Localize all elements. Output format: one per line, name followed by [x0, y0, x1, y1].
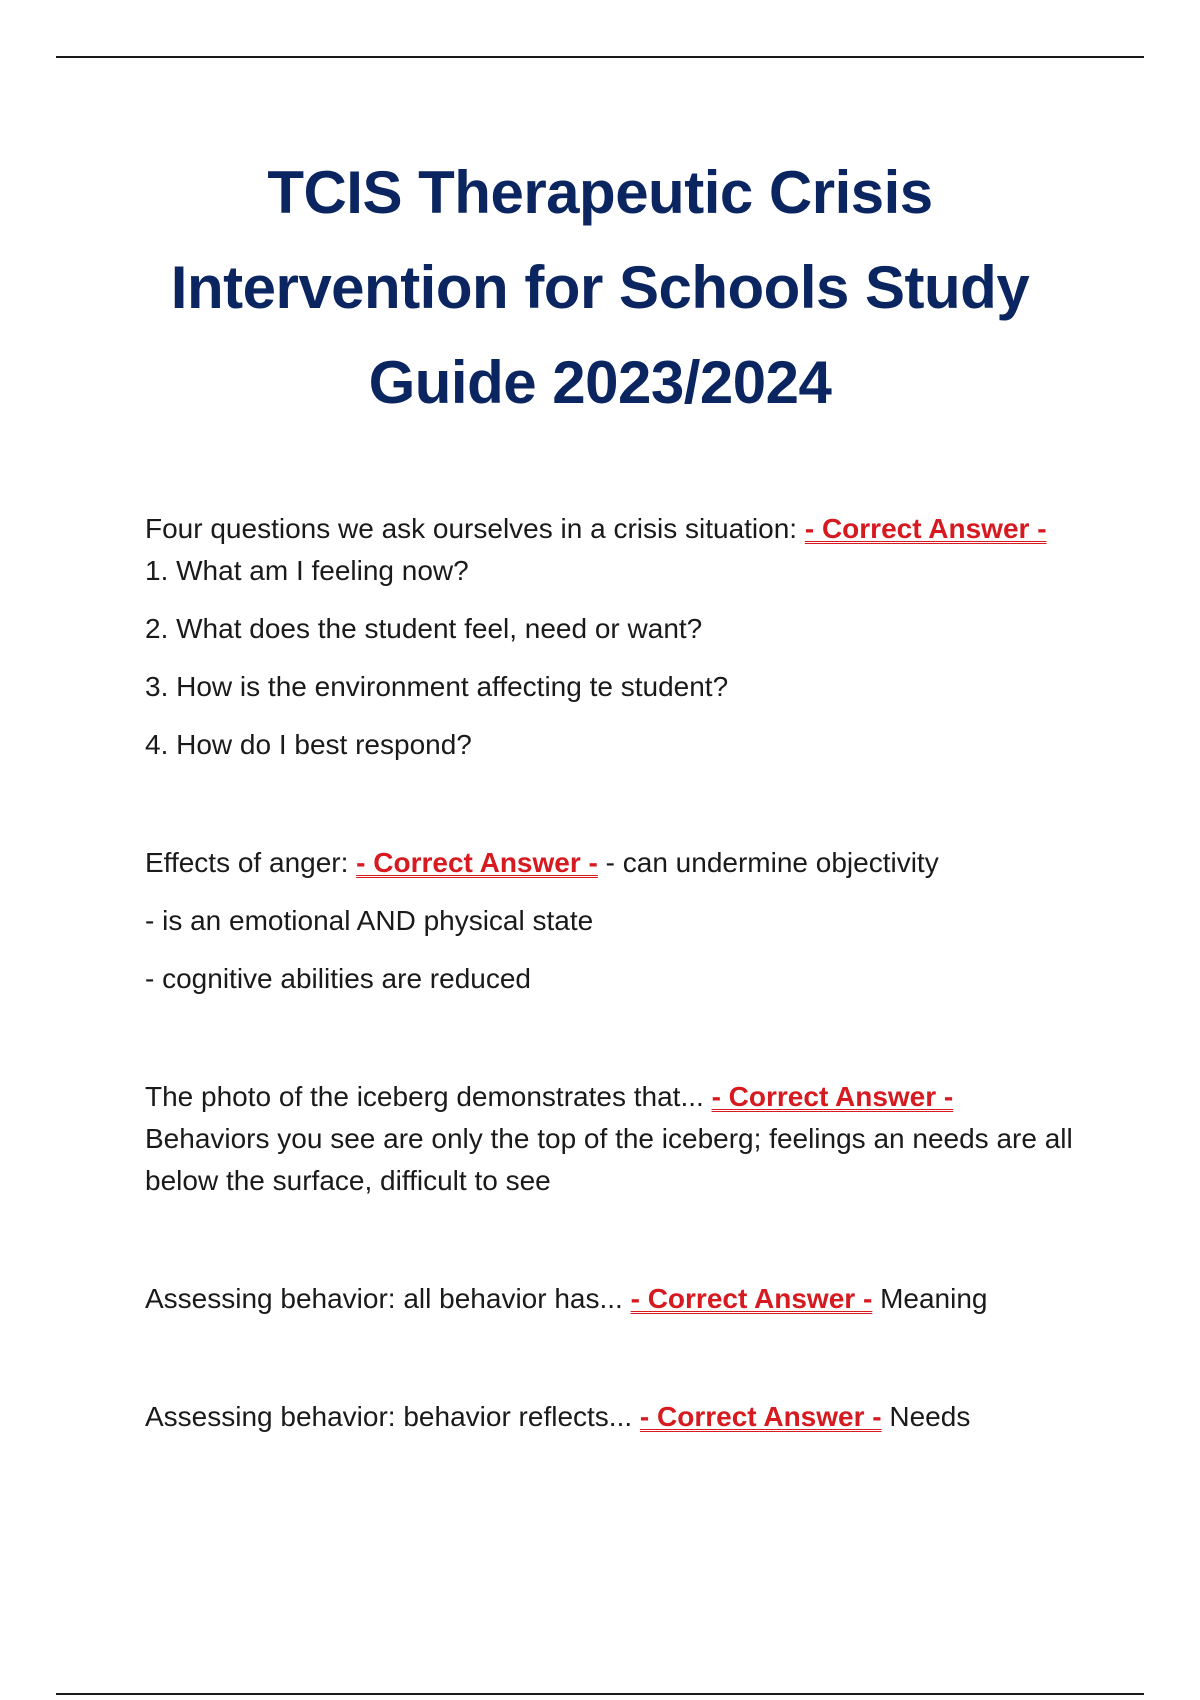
answer-block: Behaviors you see are only the top of the iceberg; feelings an needs are all below the surface, difficult to see: [145, 1123, 1073, 1196]
correct-answer-tag: - Correct Answer -: [639, 1401, 882, 1432]
answer-inline: - can undermine objectivity: [605, 847, 939, 878]
answer-line: 3. How is the environment affecting te student?: [145, 671, 729, 702]
qa-question-line: [145, 508, 1090, 550]
answer-line: 4. How do I best respond?: [145, 729, 472, 760]
question-text: Four questions we ask ourselves in a crisis situation:: [145, 513, 798, 544]
qa-item-effects-of-anger: [145, 842, 1090, 1000]
question-text: Assessing behavior: all behavior has...: [145, 1283, 623, 1314]
qa-item-four-questions: [145, 508, 1090, 766]
study-guide-content: [145, 508, 1090, 1438]
answer-line: - is an emotional AND physical state: [145, 905, 594, 936]
question-text: Effects of anger:: [145, 847, 349, 878]
correct-answer-tag: - Correct Answer -: [711, 1081, 954, 1112]
qa-question-line: [145, 1396, 1090, 1438]
top-rule: [56, 56, 1144, 58]
answer-line: 1. What am I feeling now?: [145, 555, 469, 586]
answer-inline: Needs: [889, 1401, 971, 1432]
correct-answer-tag: - Correct Answer -: [630, 1283, 873, 1314]
document-title: TCIS Therapeutic Crisis Intervention for Schools Study Guide 2023/2024: [170, 159, 1030, 416]
answer-line: - cognitive abilities are reduced: [145, 963, 531, 994]
qa-item-behavior-meaning: [145, 1278, 1090, 1320]
qa-item-iceberg: [145, 1076, 1090, 1202]
bottom-rule: [56, 1693, 1144, 1695]
answer-line: 2. What does the student feel, need or want?: [145, 613, 703, 644]
question-text: Assessing behavior: behavior reflects...: [145, 1401, 633, 1432]
qa-question-line: [145, 842, 1090, 884]
qa-question-line: [145, 1278, 1090, 1320]
qa-item-behavior-needs: [145, 1396, 1090, 1438]
correct-answer-tag: - Correct Answer -: [804, 513, 1047, 544]
question-text: The photo of the iceberg demonstrates that...: [145, 1081, 704, 1112]
correct-answer-tag: - Correct Answer -: [356, 847, 598, 878]
answer-inline: Meaning: [880, 1283, 988, 1314]
qa-question-line: [145, 1076, 1090, 1118]
